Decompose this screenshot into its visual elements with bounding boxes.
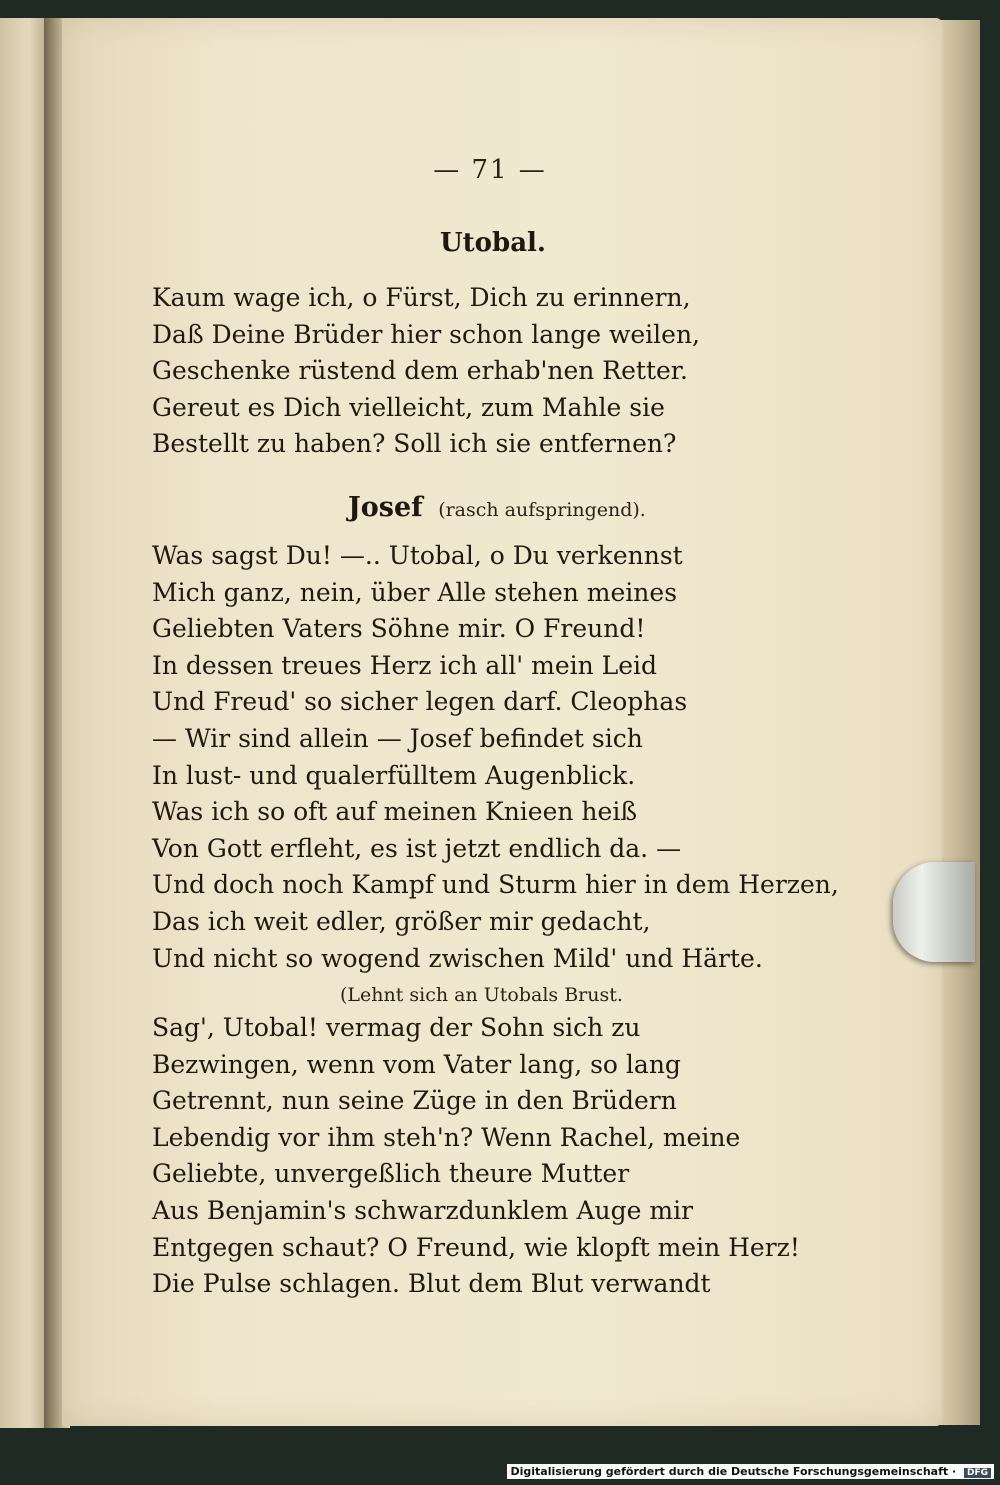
left-page-edge xyxy=(0,18,48,1428)
verse-line: Was ich so oft auf meinen Knieen heiß xyxy=(152,797,638,827)
verse-line: Sag', Utobal! vermag der Sohn sich zu xyxy=(152,1013,641,1042)
speech-josef xyxy=(152,538,839,977)
verse-line: Gereut es Dich vielleicht, zum Mahle sie xyxy=(152,392,665,422)
speaker-josef-heading xyxy=(348,492,646,523)
verse-line: Mich ganz, nein, über Alle stehen meines xyxy=(152,577,678,607)
speaker-utobal: Utobal. xyxy=(440,228,546,258)
verse-line: Geliebten Vaters Söhne mir. O Freund! xyxy=(152,614,646,644)
page-number: — 71 — xyxy=(433,155,547,185)
verse-line: — Wir sind allein — Josef befindet sich xyxy=(152,723,643,753)
digitization-credit xyxy=(507,1464,994,1479)
verse-line: Von Gott erfleht, es ist jetzt endlich da. — xyxy=(152,833,682,863)
speech-josef-continued xyxy=(152,1010,800,1303)
verse-line: Geliebte, unvergeßlich theure Mutter xyxy=(152,1159,630,1189)
verse-line: Getrennt, nun seine Züge in den Brüdern xyxy=(152,1086,677,1116)
verse-line: Die Pulse schlagen. Blut dem Blut verwandt xyxy=(152,1269,711,1299)
verse-line: In dessen treues Herz ich all' mein Leid xyxy=(152,650,658,680)
page-clip xyxy=(893,862,975,962)
verse-line: Daß Deine Brüder hier schon lange weilen, xyxy=(152,319,700,349)
verse-line: Aus Benjamin's schwarzdunklem Auge mir xyxy=(152,1195,694,1225)
verse-line: Lebendig vor ihm steh'n? Wenn Rachel, meine xyxy=(152,1122,741,1152)
verse-line: Geschenke rüstend dem erhab'nen Retter. xyxy=(152,356,688,386)
dfg-logo: DFG xyxy=(964,1468,991,1478)
verse-line: Das ich weit edler, größer mir gedacht, xyxy=(152,906,651,936)
speaker-josef: Josef xyxy=(348,492,423,523)
verse-line: Was sagst Du! —.. Utobal, o Du verkennst xyxy=(152,541,683,570)
stage-direction: (rasch aufspringend). xyxy=(438,499,646,521)
speech-utobal xyxy=(152,280,700,463)
verse-line: Kaum wage ich, o Fürst, Dich zu erinnern, xyxy=(152,283,691,312)
verse-line: In lust- und qualerfülltem Augenblick. xyxy=(152,760,636,790)
verse-line: Entgegen schaut? O Freund, wie klopft mein Herz! xyxy=(152,1232,800,1262)
credit-text: Digitalisierung gefördert durch die Deutsche Forschungsgemeinschaft · xyxy=(510,1465,957,1478)
inline-stage-direction: (Lehnt sich an Utobals Brust. xyxy=(340,984,623,1006)
verse-line: Bestellt zu haben? Soll ich sie entfernen? xyxy=(152,429,677,459)
verse-line: Bezwingen, wenn vom Vater lang, so lang xyxy=(152,1049,681,1079)
verse-line: Und Freud' so sicher legen darf. Cleophas xyxy=(152,687,688,717)
verse-line: Und doch noch Kampf und Sturm hier in dem Herzen, xyxy=(152,870,839,900)
verse-line: Und nicht so wogend zwischen Mild' und Härte. xyxy=(152,943,763,973)
